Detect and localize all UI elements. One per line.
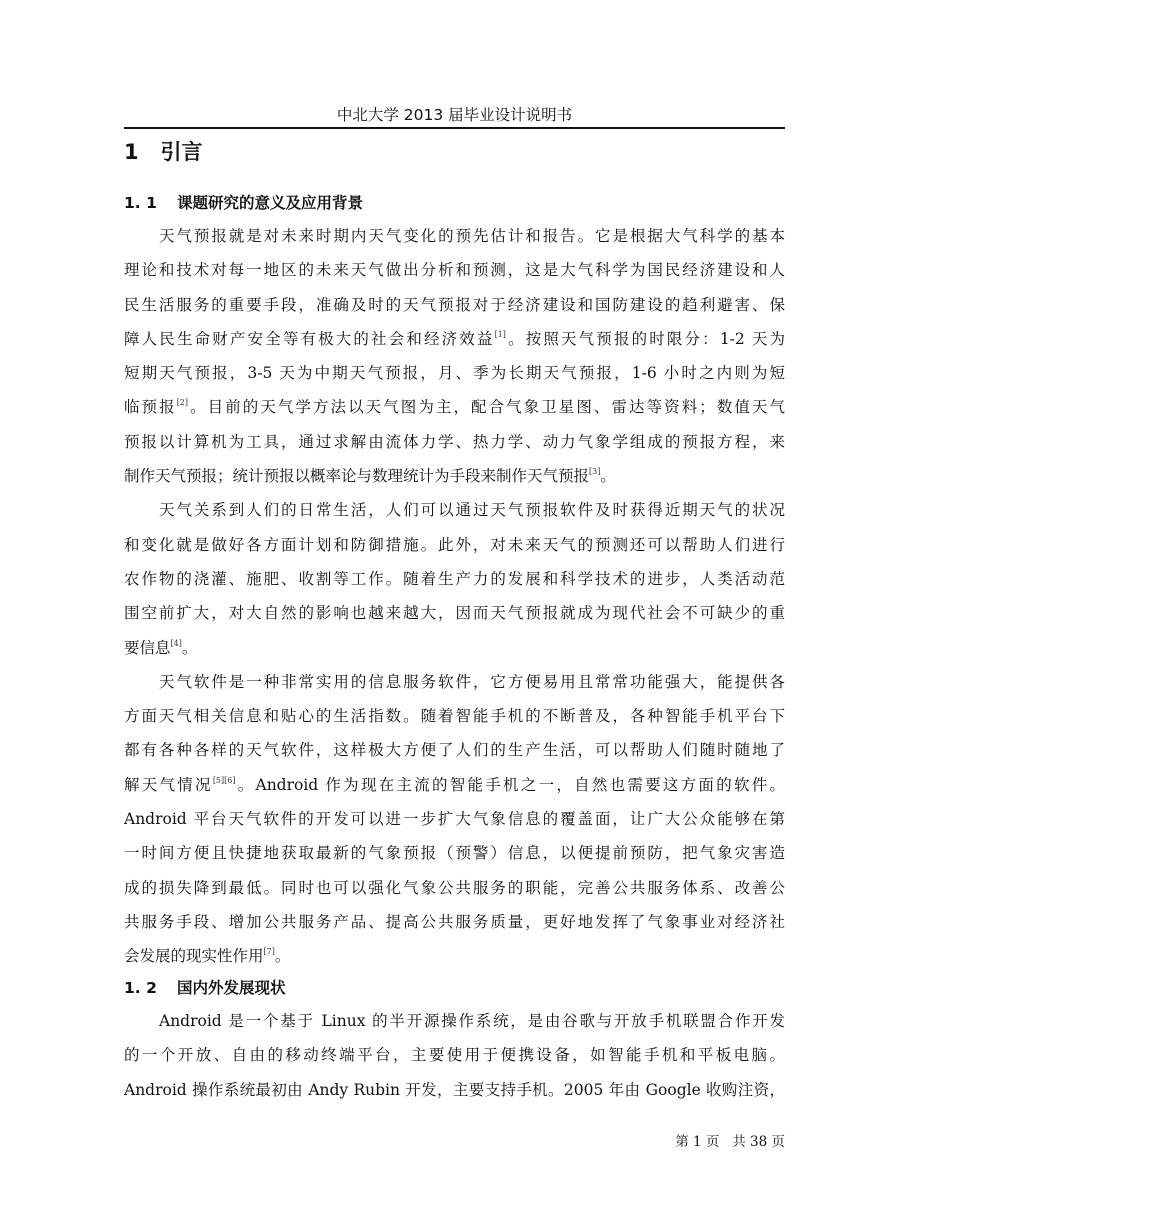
- text-line: 都有各种各样的天气软件，这样极大方便了人们的生产生活，可以帮助人们随时随地了: [124, 741, 785, 760]
- text-line: 制作天气预报；统计预报以概率论与数理统计为手段来制作天气预报[3]。: [124, 467, 616, 486]
- text-line: 共服务手段、增加公共服务产品、提高公共服务质量，更好地发挥了气象事业对经济社: [124, 912, 785, 931]
- text-line: 围空前扩大，对大自然的影响也越来越大，因而天气预报就成为现代社会不可缺少的重: [124, 604, 785, 623]
- section-1-1-body: [124, 219, 785, 974]
- section-heading-1-2: [124, 977, 286, 999]
- section-1-2-body: [124, 1004, 785, 1107]
- text-line: 农作物的浇灌、施肥、收割等工作。随着生产力的发展和科学技术的进步，人类活动范: [124, 569, 785, 588]
- text-line: Android 平台天气软件的开发可以进一步扩大气象信息的覆盖面，让广大公众能够在第: [124, 810, 785, 829]
- text-line: 障人民生命财产安全等有极大的社会和经济效益[1]。按照天气预报的时限分：1-2 天为: [124, 329, 785, 348]
- text-line: 民生活服务的重要手段，准确及时的天气预报对于经济建设和国防建设的趋利避害、保: [124, 295, 785, 314]
- citation-ref: [2]: [176, 398, 189, 408]
- section-heading-1-1: [124, 192, 363, 214]
- text-line: 成的损失降到最低。同时也可以强化气象公共服务的职能，完善公共服务体系、改善公: [124, 878, 785, 897]
- text-line: 天气关系到人们的日常生活，人们可以通过天气预报软件及时获得近期天气的状况: [159, 501, 785, 520]
- citation-ref: [4]: [170, 638, 182, 648]
- section-title: 国内外发展现状: [177, 979, 286, 997]
- text-line: 方面天气相关信息和贴心的生活指数。随着智能手机的不断普及，各种智能手机平台下: [124, 707, 785, 726]
- citation-ref: [7]: [263, 947, 275, 957]
- text-line: 的一个开放、自由的移动终端平台，主要使用于便携设备，如智能手机和平板电脑。: [124, 1046, 785, 1065]
- section-number: 1. 1: [124, 194, 157, 212]
- section-title: 课题研究的意义及应用背景: [177, 194, 364, 212]
- header-rule: [124, 127, 785, 129]
- text-line: 短期天气预报，3-5 天为中期天气预报，月、季为长期天气预报，1-6 小时之内则为短: [124, 364, 785, 383]
- text-line: Android 是一个基于 Linux 的半开源操作系统，是由谷歌与开放手机联盟合作开发: [159, 1012, 785, 1030]
- text-line: 要信息[4]。: [124, 638, 198, 657]
- text-line: Android 操作系统最初由 Andy Rubin 开发，主要支持手机。2005 年由 Google 收购注资，: [124, 1080, 785, 1099]
- citation-ref: [3]: [589, 467, 601, 477]
- text-line: 和变化就是做好各方面计划和防御措施。此外，对未来天气的预测还可以帮助人们进行: [124, 535, 785, 554]
- page-header: 中北大学 2013 届毕业设计说明书: [336, 106, 573, 124]
- text-line: 天气软件是一种非常实用的信息服务软件，它方便易用且常常功能强大，能提供各: [159, 672, 785, 691]
- chapter-title: 1 引言: [124, 140, 203, 164]
- text-line: 解天气情况[5][6]。Android 作为现在主流的智能手机之一，自然也需要这方面的软件。: [124, 775, 785, 794]
- section-number: 1. 2: [124, 979, 157, 997]
- citation-ref: [5][6]: [212, 775, 236, 785]
- text-line: 天气预报就是对未来时期内天气变化的预先估计和报告。它是根据大气科学的基本: [159, 227, 785, 245]
- citation-ref: [1]: [494, 329, 506, 339]
- page-footer: 第 1 页 共 38 页: [675, 1134, 785, 1150]
- text-line: 会发展的现实性作用[7]。: [124, 947, 291, 966]
- text-line: 预报以计算机为工具，通过求解由流体力学、热力学、动力气象学组成的预报方程，来: [124, 432, 785, 451]
- text-line: 一时间方便且快捷地获取最新的气象预报（预警）信息，以便提前预防，把气象灾害造: [124, 844, 785, 863]
- text-line: 理论和技术对每一地区的未来天气做出分析和预测，这是大气科学为国民经济建设和人: [124, 261, 785, 280]
- text-line: 临预报[2]。目前的天气学方法以天气图为主，配合气象卫星图、雷达等资料；数值天气: [124, 398, 785, 417]
